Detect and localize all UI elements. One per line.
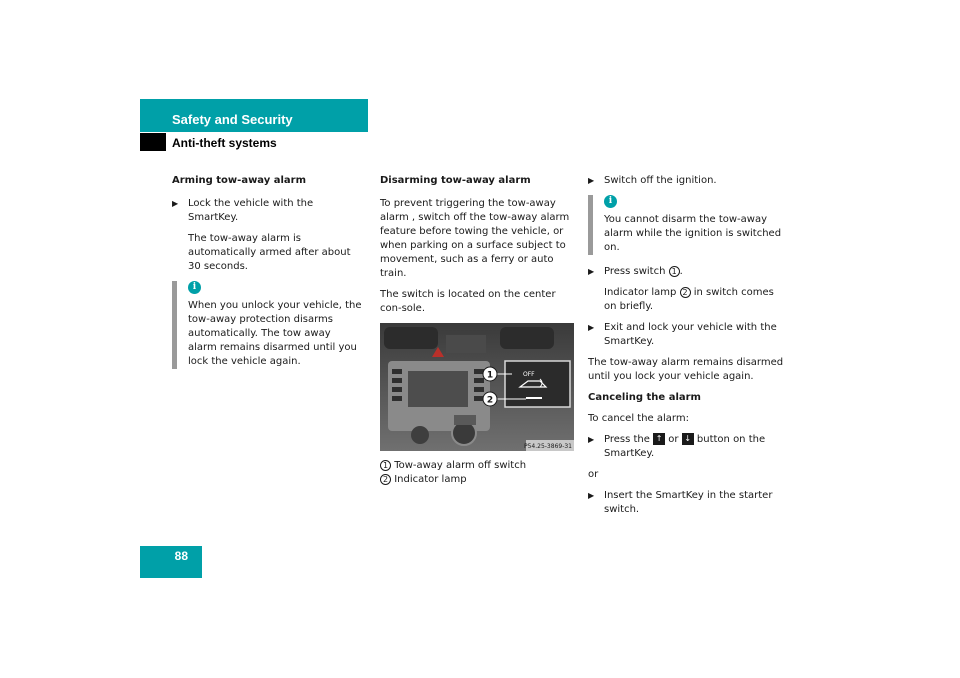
cancel-intro: To cancel the alarm: [588,413,689,424]
bullet-exit-lock: ▶ Exit and lock your vehicle with the SmartKey. [588,322,777,347]
callout-number: 2 [680,287,691,298]
column-2 [380,174,576,487]
subsection-marker [140,133,166,151]
info-text: You cannot disarm the tow-away alarm while the ignition is switched on. [604,214,782,253]
lock-icon: ↓ [682,433,694,445]
info-bar [172,281,177,369]
bullet-press-key-button: ▶ Press the ↑ or ↓ button on the SmartKey. [588,434,766,459]
heading-disarming: Disarming tow-away alarm [380,175,531,186]
info-icon: i [604,195,617,208]
info-text: When you unlock your vehicle, the tow-away protection disarms automatically. The tow away alarm remains disarmed until you lock the vehicle again. [188,300,362,367]
center-console-photo [380,323,574,451]
caption-switch: 1 Tow-away alarm off switch [380,459,576,473]
indicator-detail: Indicator lamp 2 in switch comes on briefly. [604,287,774,312]
bullet-ignition-off: ▶ Switch off the ignition. [588,175,717,186]
info-icon: i [188,281,201,294]
triangle-right-icon: ▶ [588,491,595,500]
switch-off-label: OFF [523,371,535,378]
disarming-intro: To prevent triggering the tow-away alarm , switch off the tow-away alarm feature before towing the vehicle, or when parking on a surface subject to movement, such as a ferry or auto train. [380,198,570,279]
triangle-right-icon: ▶ [588,267,595,276]
bullet-lock-vehicle: ▶ Lock the vehicle with the SmartKey. [172,198,314,223]
callout-number: 1 [380,460,391,471]
subsection-title: Anti-theft systems [172,136,277,150]
remains-disarmed: The tow-away alarm remains disarmed until you lock your vehicle again. [588,357,784,382]
switch-location: The switch is located on the center con-sole. [380,289,556,314]
heading-canceling: Canceling the alarm [588,392,701,403]
callout-2: 2 [486,395,494,406]
heading-arming: Arming tow-away alarm [172,175,307,186]
column-3 [588,174,784,524]
console-illustration [380,323,574,451]
page-number: 88 [174,549,188,563]
arming-detail: The tow-away alarm is automatically armed after about 30 seconds. [188,233,351,272]
callout-number: 2 [380,474,391,485]
triangle-right-icon: ▶ [172,199,179,208]
caption-lamp: 2 Indicator lamp [380,473,576,487]
info-bar [588,195,593,255]
info-note-unlock [172,281,362,369]
bullet-press-switch: ▶ Press switch 1 . [588,266,683,277]
or-text: or [588,469,599,480]
section-title: Safety and Security [172,112,293,127]
triangle-right-icon: ▶ [588,176,595,185]
callout-1: 1 [486,370,494,381]
unlock-icon: ↑ [653,433,665,445]
triangle-right-icon: ▶ [588,323,595,332]
info-note-ignition [588,195,784,255]
column-1 [172,174,362,379]
callout-number: 1 [669,266,680,277]
triangle-right-icon: ▶ [588,435,595,444]
bullet-insert-key: ▶ Insert the SmartKey in the starter switch. [588,490,773,515]
image-code: P54.25-3869-31 [523,443,572,450]
